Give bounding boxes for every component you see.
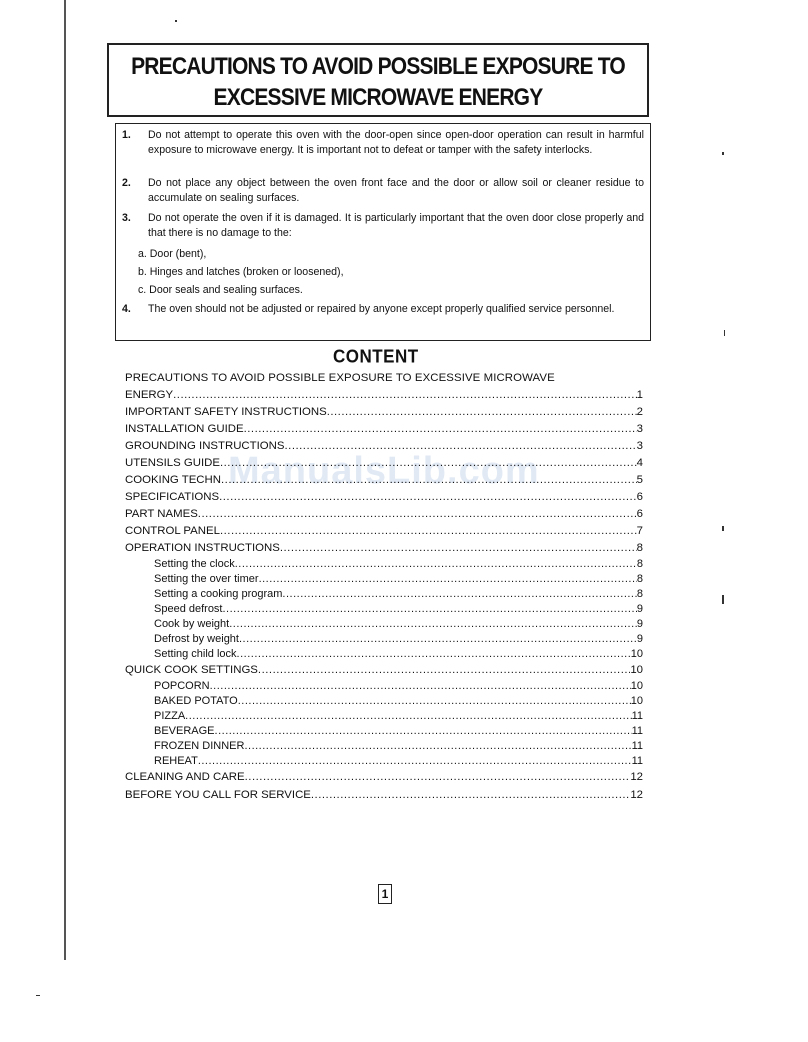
toc-entry-title: INSTALLATION GUIDE bbox=[125, 423, 244, 435]
toc-leader-dots bbox=[198, 755, 632, 767]
toc-entry-title: REHEAT bbox=[154, 755, 198, 767]
toc-subentry[interactable] bbox=[125, 558, 643, 570]
toc-entry-page: 8 bbox=[636, 573, 643, 585]
toc-entry-title: IMPORTANT SAFETY INSTRUCTIONS bbox=[125, 406, 327, 418]
toc-entry[interactable] bbox=[125, 542, 643, 554]
toc-leader-dots bbox=[173, 389, 637, 401]
toc-entry-title: Defrost by weight bbox=[154, 633, 239, 645]
toc-entry-page: 8 bbox=[636, 558, 643, 570]
toc-leader-dots bbox=[244, 740, 631, 752]
precaution-item bbox=[122, 302, 644, 317]
toc-entry-page: 9 bbox=[636, 618, 643, 630]
content-heading: CONTENT bbox=[333, 346, 419, 367]
precaution-item bbox=[122, 128, 644, 158]
toc-leader-dots bbox=[258, 664, 630, 676]
toc-leader-dots bbox=[215, 725, 632, 737]
toc-entry-page: 3 bbox=[636, 440, 643, 452]
toc-entry[interactable] bbox=[125, 440, 643, 452]
toc-entry-title: ENERGY bbox=[125, 389, 174, 401]
toc-leader-dots bbox=[220, 525, 637, 537]
toc-leader-dots bbox=[239, 633, 637, 645]
toc-entry-page: 11 bbox=[631, 725, 643, 737]
toc-entry-page: 6 bbox=[636, 491, 643, 503]
precaution-text: Do not attempt to operate this oven with the door-open since open-door operation can result in harmful exposure to microwave energy. It is important not to defeat or tamper with the safety interlocks. bbox=[148, 129, 644, 156]
toc-entry-title: Setting the over timer bbox=[154, 573, 259, 585]
toc-leader-dots bbox=[229, 618, 637, 630]
toc-entry-title: Setting the clock bbox=[154, 558, 235, 570]
toc-entry-title: Speed defrost bbox=[154, 603, 223, 615]
toc-entry-page: 12 bbox=[630, 789, 643, 801]
toc-entry-title: SPECIFICATIONS bbox=[125, 491, 220, 503]
toc-leader-dots bbox=[235, 558, 637, 570]
toc-entry-title: Cook by weight bbox=[154, 618, 230, 630]
toc-leader-dots bbox=[282, 588, 636, 600]
toc-entry-title: OPERATION INSTRUCTIONS bbox=[125, 542, 280, 554]
precautions-list-box bbox=[115, 123, 651, 341]
toc-entry-title: BEFORE YOU CALL FOR SERVICE bbox=[125, 789, 311, 801]
toc-subentry[interactable] bbox=[125, 633, 643, 645]
toc-leader-dots bbox=[311, 789, 630, 801]
toc-entry-title: BEVERAGE bbox=[154, 725, 215, 737]
toc-leader-dots bbox=[223, 603, 637, 615]
precaution-item bbox=[122, 211, 644, 241]
precaution-number: 3. bbox=[122, 212, 131, 224]
toc-entry-page: 12 bbox=[630, 771, 643, 783]
toc-subentry[interactable] bbox=[125, 755, 643, 767]
toc-entry-page: 10 bbox=[630, 680, 643, 692]
toc-leader-dots bbox=[284, 440, 636, 452]
toc-entry-page: 9 bbox=[636, 633, 643, 645]
toc-entry[interactable] bbox=[125, 789, 643, 801]
toc-subentry[interactable] bbox=[125, 725, 643, 737]
toc-leader-dots bbox=[237, 648, 631, 660]
precaution-text: Do not operate the oven if it is damaged. It is particularly important that the oven door close properly and that there is no damage to the: bbox=[148, 212, 644, 239]
toc-entry[interactable] bbox=[125, 389, 643, 401]
toc-leader-dots bbox=[244, 423, 637, 435]
scan-speck bbox=[722, 152, 724, 155]
toc-subentry[interactable] bbox=[125, 710, 643, 722]
precaution-number: 1. bbox=[122, 129, 131, 141]
toc-entry-page: 11 bbox=[631, 755, 643, 767]
toc-subentry[interactable] bbox=[125, 603, 643, 615]
toc-leader-dots bbox=[210, 680, 631, 692]
toc-subentry[interactable] bbox=[125, 680, 643, 692]
toc-entry[interactable] bbox=[125, 525, 643, 537]
toc-entry-title: GROUNDING INSTRUCTIONS bbox=[125, 440, 285, 452]
toc-leader-dots bbox=[198, 508, 637, 520]
toc-entry[interactable] bbox=[125, 771, 643, 783]
precaution-number: 4. bbox=[122, 303, 131, 315]
toc-entry-page: 5 bbox=[636, 474, 643, 486]
toc-leader-dots bbox=[238, 695, 631, 707]
toc-entry-title: FROZEN DINNER bbox=[154, 740, 245, 752]
toc-leader-dots bbox=[259, 573, 637, 585]
toc-subentry[interactable] bbox=[125, 573, 643, 585]
toc-entry-title: PIZZA bbox=[154, 710, 186, 722]
toc-entry-page: 10 bbox=[630, 695, 643, 707]
toc-entry-title: UTENSILS GUIDE bbox=[125, 457, 220, 469]
title-line-2: EXCESSIVE MICROWAVE ENERGY bbox=[213, 84, 543, 111]
toc-entry-page: 8 bbox=[636, 542, 643, 554]
toc-leader-dots bbox=[220, 457, 637, 469]
toc-leader-dots bbox=[221, 474, 637, 486]
toc-subentry[interactable] bbox=[125, 740, 643, 752]
page-number: 1 bbox=[378, 884, 392, 904]
scan-speck bbox=[175, 20, 177, 22]
precaution-item bbox=[122, 176, 644, 206]
toc-entry-page: 10 bbox=[630, 648, 643, 660]
toc-entry-page: 2 bbox=[636, 406, 643, 418]
toc-leader-dots bbox=[185, 710, 631, 722]
toc-entry[interactable] bbox=[125, 406, 643, 418]
toc-entry[interactable] bbox=[125, 664, 643, 676]
toc-entry-title: CLEANING AND CARE bbox=[125, 771, 245, 783]
toc-subentry[interactable] bbox=[125, 588, 643, 600]
precaution-subitem: a. Door (bent), bbox=[138, 248, 207, 260]
watermark: ManualsLib.com bbox=[228, 450, 540, 492]
toc-entry-title: QUICK COOK SETTINGS bbox=[125, 664, 258, 676]
toc-leader-dots bbox=[327, 406, 637, 418]
toc-subentry[interactable] bbox=[125, 618, 643, 630]
toc-entry-first-line: PRECAUTIONS TO AVOID POSSIBLE EXPOSURE TO EXCESSIVE MICROWAVE bbox=[125, 372, 555, 384]
scan-speck bbox=[722, 526, 724, 531]
toc-entry-title: BAKED POTATO bbox=[154, 695, 238, 707]
toc-leader-dots bbox=[219, 491, 637, 503]
precaution-number: 2. bbox=[122, 177, 131, 189]
toc-entry-title: Setting a cooking program bbox=[154, 588, 283, 600]
precaution-text: The oven should not be adjusted or repaired by anyone except properly qualified service personnel. bbox=[148, 303, 615, 315]
toc-entry-page: 3 bbox=[636, 423, 643, 435]
toc-entry-page: 11 bbox=[631, 710, 643, 722]
title-line-1: PRECAUTIONS TO AVOID POSSIBLE EXPOSURE TO bbox=[131, 53, 625, 80]
toc-leader-dots bbox=[280, 542, 637, 554]
toc-entry-title: COOKING TECHN bbox=[125, 474, 221, 486]
toc-entry[interactable] bbox=[125, 457, 643, 469]
scan-speck bbox=[36, 995, 40, 996]
toc-entry[interactable] bbox=[125, 508, 643, 520]
scan-speck bbox=[722, 595, 724, 604]
toc-entry-page: 11 bbox=[631, 740, 643, 752]
scan-speck bbox=[724, 330, 725, 336]
toc-entry-page: 9 bbox=[636, 603, 643, 615]
toc-entry-page: 10 bbox=[630, 664, 643, 676]
toc-leader-dots bbox=[245, 771, 631, 783]
page-binding-edge bbox=[64, 0, 66, 960]
toc-entry[interactable] bbox=[125, 423, 643, 435]
toc-entry-title: PART NAMES bbox=[125, 508, 198, 520]
toc-entry-title: POPCORN bbox=[154, 680, 210, 692]
toc-entry-page: 1 bbox=[636, 389, 643, 401]
toc-entry-page: 7 bbox=[636, 525, 643, 537]
precaution-subitem: c. Door seals and sealing surfaces. bbox=[138, 284, 303, 296]
toc-entry-title: CONTROL PANEL bbox=[125, 525, 220, 537]
toc-subentry[interactable] bbox=[125, 695, 643, 707]
precaution-subitem: b. Hinges and latches (broken or loosened), bbox=[138, 266, 344, 278]
toc-entry[interactable] bbox=[125, 491, 643, 503]
precaution-text: Do not place any object between the oven front face and the door or allow soil or cleaner residue to accumulate on sealing surfaces. bbox=[148, 177, 644, 204]
toc-subentry[interactable] bbox=[125, 648, 643, 660]
toc-entry-page: 4 bbox=[636, 457, 643, 469]
precautions-title-box bbox=[107, 43, 649, 117]
toc-entry-page: 8 bbox=[636, 588, 643, 600]
toc-entry[interactable] bbox=[125, 474, 643, 486]
toc-entry-page: 6 bbox=[636, 508, 643, 520]
toc-entry-title: Setting child lock bbox=[154, 648, 237, 660]
